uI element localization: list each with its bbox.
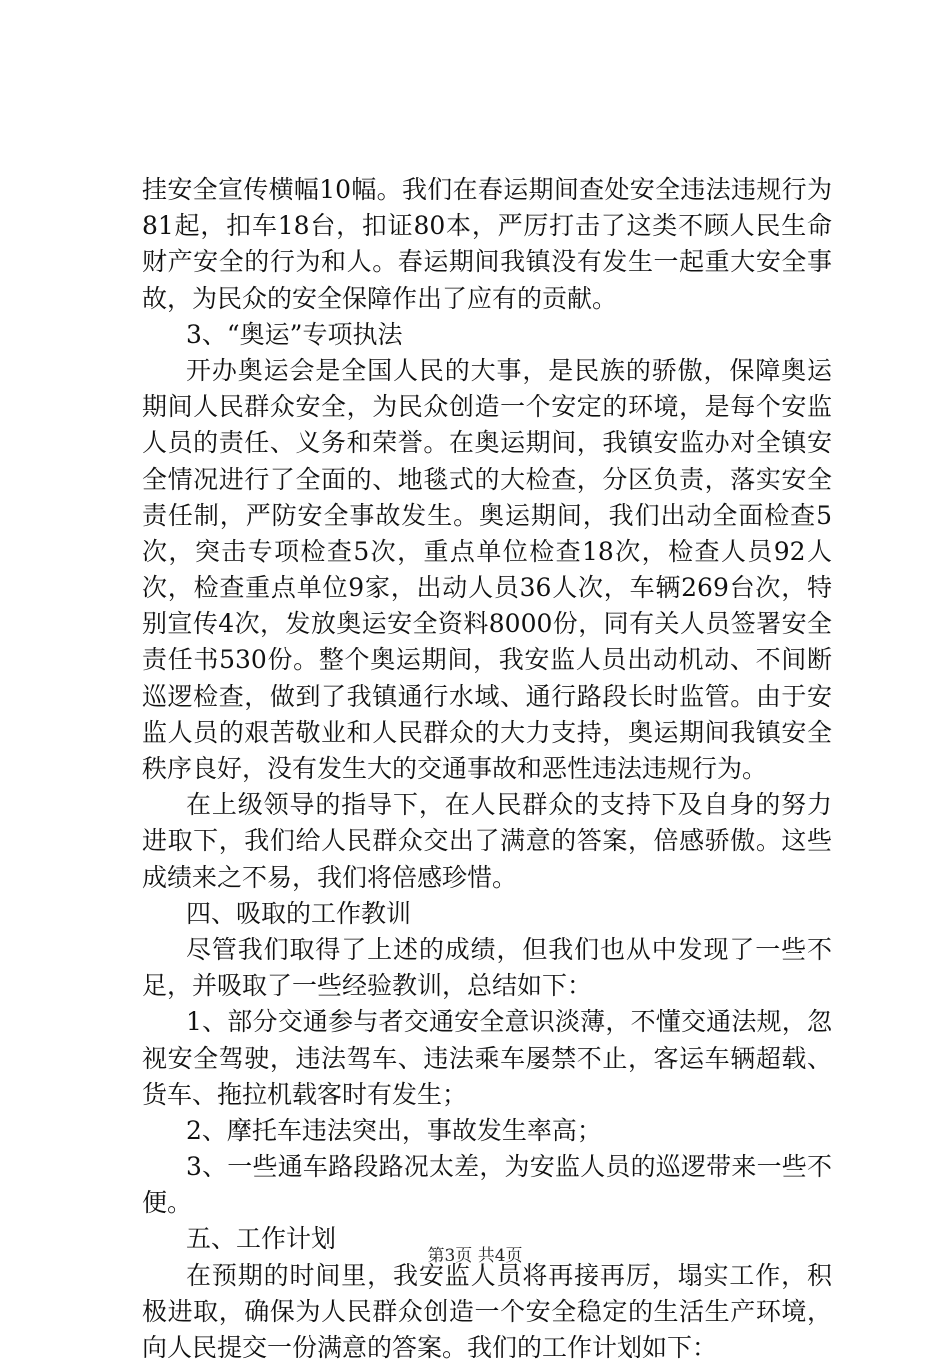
text-line: 次，突击专项检查5次，重点单位检查18次，检查人员92人 xyxy=(142,536,832,566)
section-heading: 3、“奥运”专项执法 xyxy=(186,319,403,349)
text-line: 别宣传4次，发放奥运安全资料8000份，同有关人员签署安全 xyxy=(142,609,832,639)
text-line: 进取下，我们给人民群众交出了满意的答案，倍感骄傲。这些 xyxy=(142,826,832,856)
text-line: 责任制，严防安全事故发生。奥运期间，我们出动全面检查5 xyxy=(142,500,832,530)
text-line: 人员的责任、义务和荣誉。在奥运期间，我镇安监办对全镇安 xyxy=(142,428,832,458)
text-line: 便。 xyxy=(142,1188,193,1218)
text-line: 极进取，确保为人民群众创造一个安全稳定的生活生产环境， xyxy=(142,1296,832,1326)
text-line: 1、部分交通参与者交通安全意识淡薄，不懂交通法规，忽 xyxy=(186,1007,832,1037)
text-line: 责任书530份。整个奥运期间，我安监人员出动机动、不间断 xyxy=(142,645,832,675)
text-line: 巡逻检查，做到了我镇通行水域、通行路段长时监管。由于安 xyxy=(142,681,832,711)
text-line: 挂安全宣传横幅10幅。我们在春运期间查处安全违法违规行为 xyxy=(142,175,832,204)
text-line: 财产安全的行为和人。春运期间我镇没有发生一起重大安全事 xyxy=(142,247,832,277)
text-line: 足，并吸取了一些经验教训，总结如下： xyxy=(142,971,593,1001)
text-line: 2、摩托车违法突出，事故发生率高； xyxy=(186,1115,602,1145)
text-line: 81起，扣车18台，扣证80本，严厉打击了这类不顾人民生命 xyxy=(142,211,832,241)
text-line: 期间人民群众安全，为民众创造一个安定的环境，是每个安监 xyxy=(142,392,832,422)
document-body xyxy=(142,172,832,1366)
text-line: 秩序良好，没有发生大的交通事故和恶性违法违规行为。 xyxy=(142,754,768,783)
text-line: 向人民提交一份满意的答案。我们的工作计划如下： xyxy=(142,1333,718,1362)
page-number-footer: 第3页 共4页 xyxy=(427,1246,523,1266)
text-line: 次，检查重点单位9家，出动人员36人次，车辆269台次，特 xyxy=(142,573,832,603)
text-line: 全情况进行了全面的、地毯式的大检查，分区负责，落实安全 xyxy=(142,464,832,494)
text-line: 故，为民众的安全保障作出了应有的贡献。 xyxy=(142,283,618,313)
text-line: 尽管我们取得了上述的成绩，但我们也从中发现了一些不 xyxy=(186,934,832,964)
text-line: 3、一些通车路段路况太差，为安监人员的巡逻带来一些不 xyxy=(186,1152,832,1182)
text-line: 监人员的艰苦敬业和人民群众的大力支持，奥运期间我镇安全 xyxy=(142,717,832,747)
text-line: 成绩来之不易，我们将倍感珍惜。 xyxy=(142,862,518,892)
section-heading: 四、吸取的工作教训 xyxy=(186,898,412,928)
text-line: 开办奥运会是全国人民的大事，是民族的骄傲，保障奥运 xyxy=(186,355,832,385)
text-line: 在上级领导的指导下，在人民群众的支持下及自身的努力 xyxy=(186,790,832,820)
text-line: 视安全驾驶，违法驾车、违法乘车屡禁不止，客运车辆超载、 xyxy=(142,1043,832,1073)
section-heading: 五、工作计划 xyxy=(186,1224,337,1254)
text-line: 货车、拖拉机载客时有发生； xyxy=(142,1079,468,1109)
text-line: 在预期的时间里，我安监人员将再接再厉，塌实工作，积 xyxy=(186,1260,832,1290)
